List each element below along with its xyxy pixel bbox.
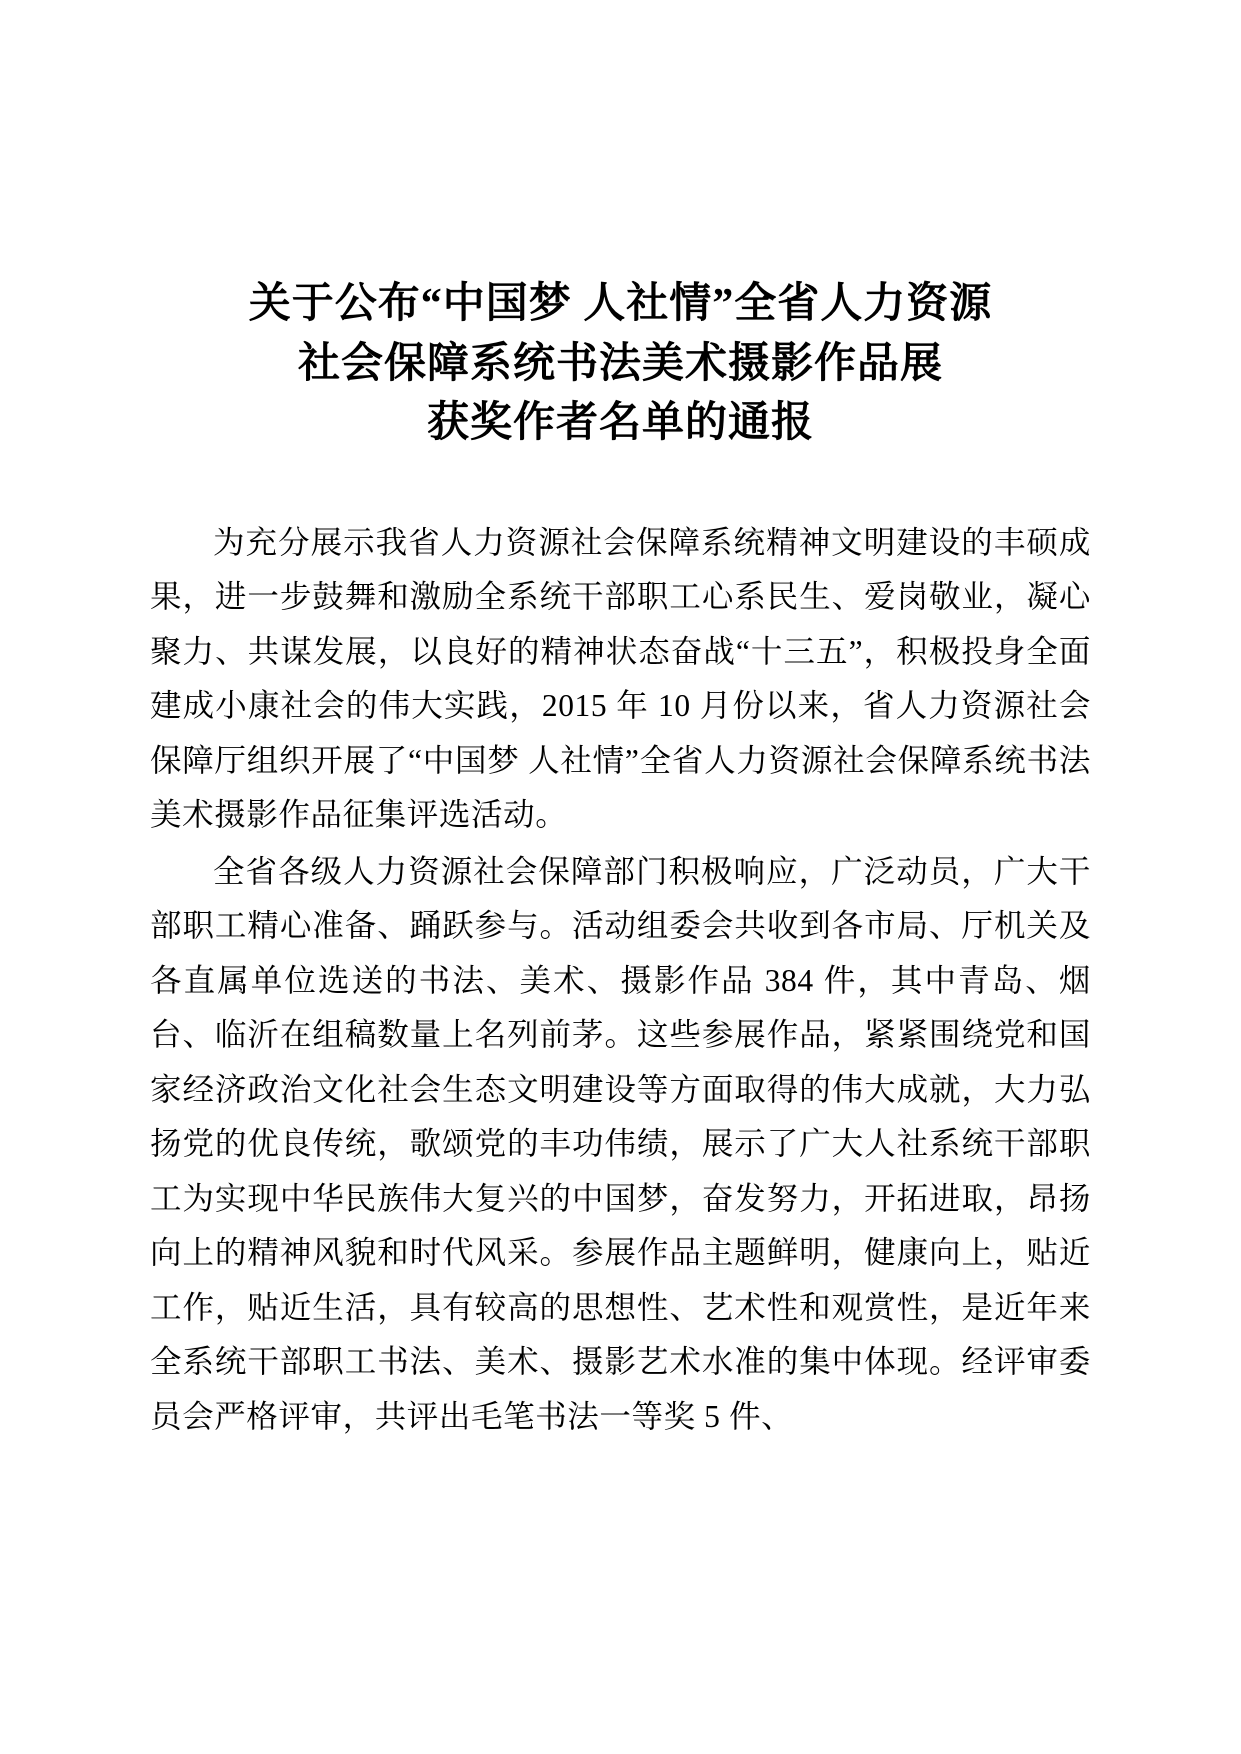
document-title <box>150 275 1091 454</box>
body-paragraph-1: 为充分展示我省人力资源社会保障系统精神文明建设的丰硕成果，进一步鼓舞和激励全系统干部职工心系民生、爱岗敬业，凝心聚力、共谋发展，以良好的精神状态奋战“十三五”，积极投身全面建成小康社会的伟大实践，2015 年 10 月份以来，省人力资源社会保障厅组织开展了“中国梦 人社情”全省人力资源社会保障系统书法美术摄影作品征集评选活动。 <box>150 524 1091 833</box>
body-paragraph-2: 全省各级人力资源社会保障部门积极响应，广泛动员，广大干部职工精心准备、踊跃参与。活动组委会共收到各市局、厅机关及各直属单位选送的书法、美术、摄影作品 384 件，其中青岛、烟台、临沂在组稿数量上名列前茅。这些参展作品，紧紧围绕党和国家经济政治文化社会生态文明建设等方面取得的伟大成就，大力弘扬党的优良传统，歌颂党的丰功伟绩，展示了广大人社系统干部职工为实现中华民族伟大复兴的中国梦，奋发努力，开拓进取，昂扬向上的精神风貌和时代风采。参展作品主题鲜明，健康向上，贴近工作，贴近生活，具有较高的思想性、艺术性和观赏性，是近年来全系统干部职工书法、美术、摄影艺术水准的集中体现。经评审委员会严格评审，共评出毛笔书法一等奖 5 件、 <box>150 853 1091 1434</box>
document-title-line-3: 获奖作者名单的通报 <box>426 400 814 447</box>
document-title-line-1: 关于公布“中国梦 人社情”全省人力资源 <box>248 281 993 327</box>
document-title-line-2: 社会保障系统书法美术摄影作品展 <box>297 340 943 387</box>
